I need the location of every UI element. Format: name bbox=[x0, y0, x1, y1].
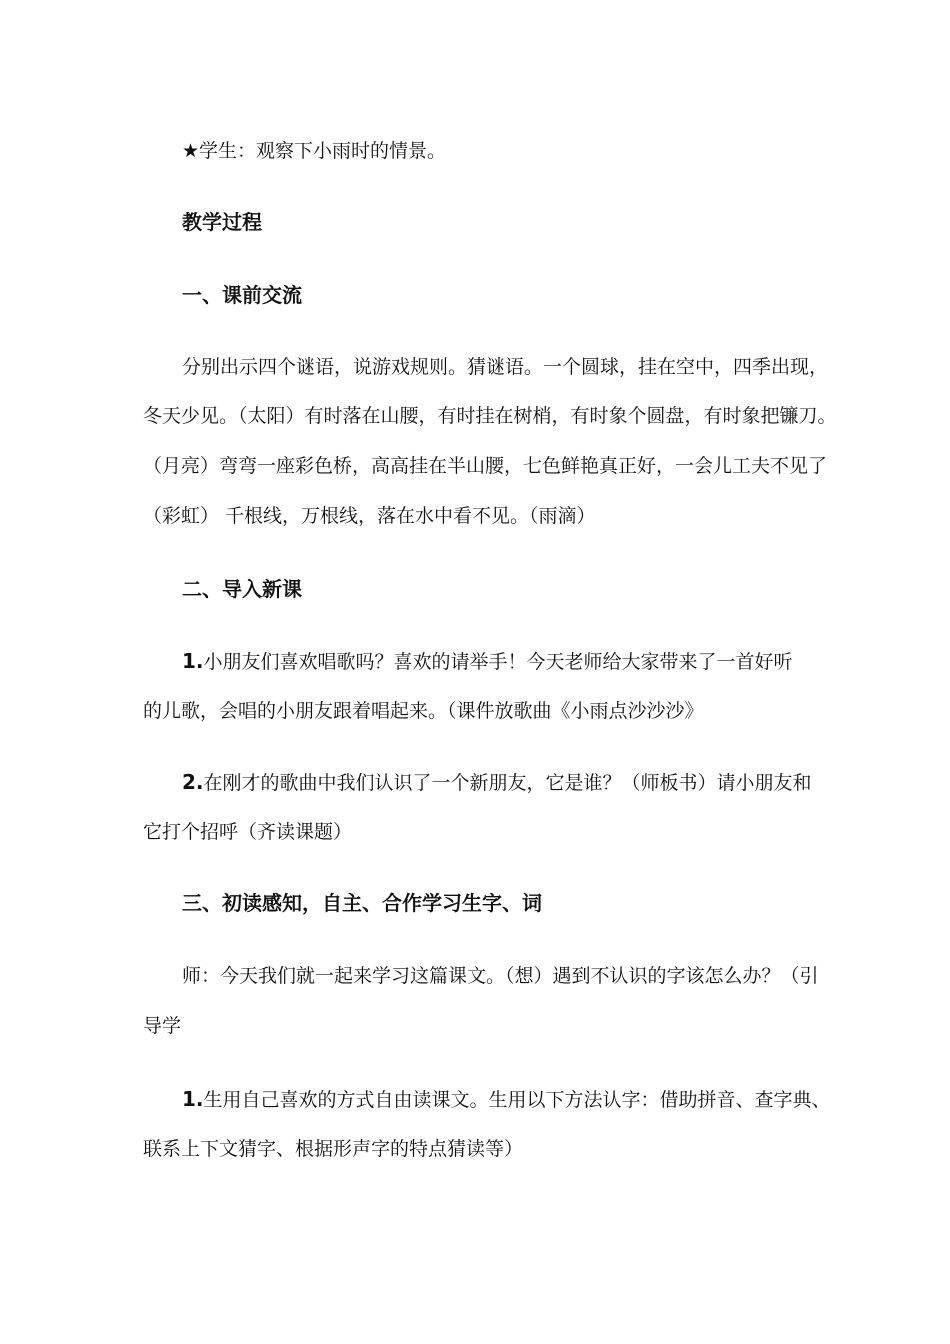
section2-item2-line-2: 它打个招呼（齐读课题） bbox=[143, 821, 353, 843]
item-number: 1. bbox=[182, 649, 204, 673]
item-number: 2. bbox=[182, 770, 204, 794]
section3-teacher-line-2: 导学 bbox=[143, 1015, 182, 1037]
section2-item1-line-2: 的儿歌，会唱的小朋友跟着唱起来。（课件放歌曲《小雨点沙沙沙》 bbox=[143, 700, 704, 722]
section3-item1-line-2: 联系上下文猜字、根据形声字的特点猜读等） bbox=[143, 1138, 524, 1160]
section2-item2-line-1 bbox=[182, 770, 812, 795]
section1-line-3: （月亮）弯弯一座彩色桥，高高挂在半山腰，七色鲜艳真正好，一会儿工夫不见了 bbox=[143, 455, 828, 477]
section3-teacher-line-1: 师：今天我们就一起来学习这篇课文。（想）遇到不认识的字该怎么办？（引 bbox=[182, 965, 819, 987]
item-number: 1. bbox=[182, 1087, 204, 1111]
item-text: 小朋友们喜欢唱歌吗？喜欢的请举手！今天老师给大家带来了一首好听 bbox=[203, 651, 793, 673]
section3-heading: 三、初读感知，自主、合作学习生字、词 bbox=[182, 891, 542, 915]
section3-item1-line-1 bbox=[182, 1087, 831, 1112]
item-text: 在刚才的歌曲中我们认识了一个新朋友，它是谁？（师板书）请小朋友和 bbox=[203, 772, 812, 794]
section1-line-2: 冬天少见。（太阳）有时落在山腰，有时挂在树梢，有时象个圆盘，有时象把镰刀。 bbox=[143, 405, 837, 427]
section1-line-1: 分别出示四个谜语，说游戏规则。猜谜语。一个圆球，挂在空中，四季出现， bbox=[182, 356, 829, 378]
section1-heading: 一、课前交流 bbox=[182, 283, 302, 307]
item-text: 生用自己喜欢的方式自由读课文。生用以下方法认字：借助拼音、查字典、 bbox=[203, 1089, 831, 1111]
student-prep-line: ★学生：观察下小雨时的情景。 bbox=[182, 140, 447, 162]
section1-line-4: （彩虹） 千根线，万根线，落在水中看不见。（雨滴） bbox=[143, 505, 596, 527]
section2-item1-line-1 bbox=[182, 649, 793, 674]
teaching-process-heading: 教学过程 bbox=[182, 210, 262, 234]
section2-heading: 二、导入新课 bbox=[182, 577, 302, 601]
